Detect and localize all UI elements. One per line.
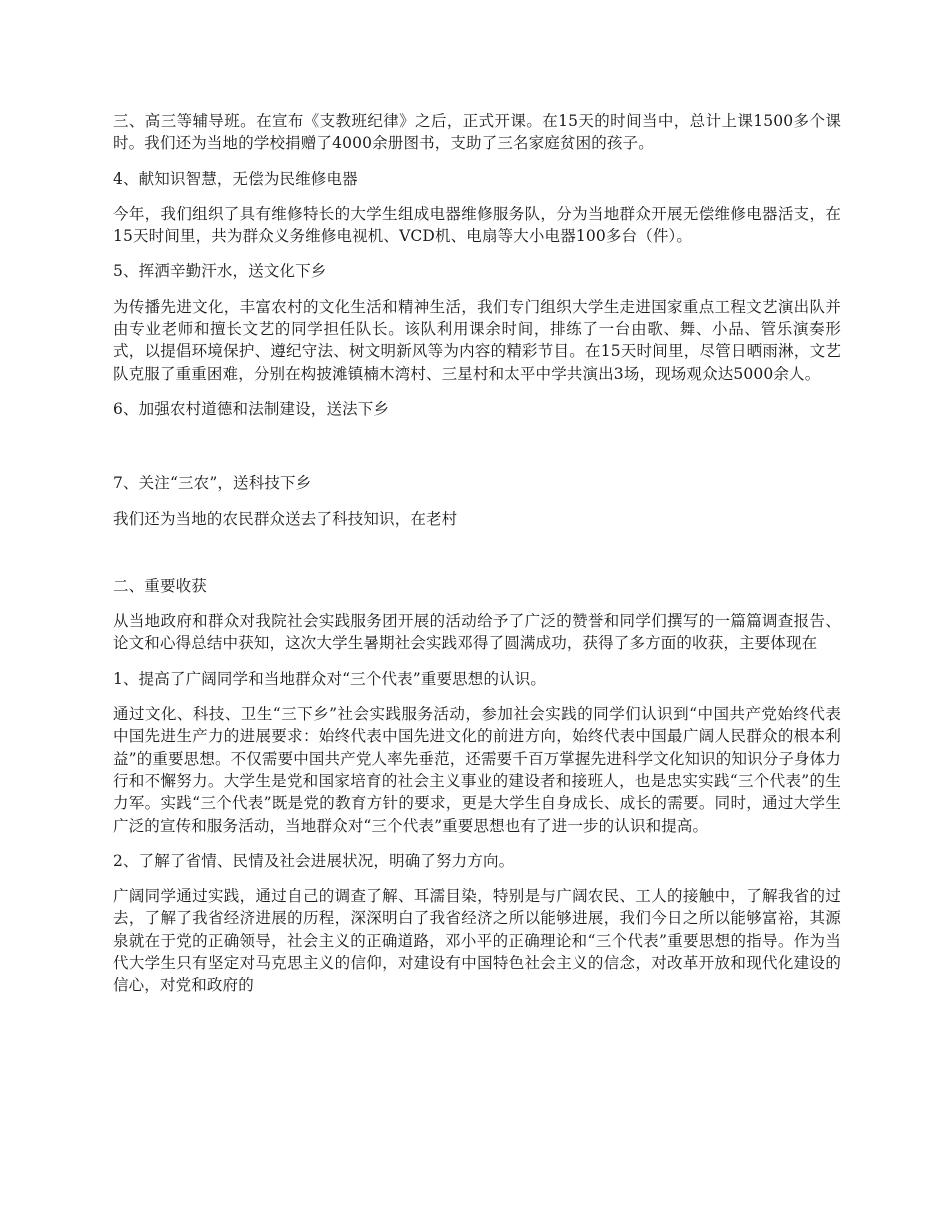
heading-law-to-countryside: 6、加强农村道德和法制建设，送法下乡 (113, 399, 390, 418)
heading-gain-2: 2、了解了省情、民情及社会进展状况，明确了努力方向。 (113, 851, 515, 870)
paragraph-gain-1: 通过文化、科技、卫生“三下乡”社会实践服务活动，参加社会实践的同学们认识到“中国共产党始终代表中国先进生产力的进展要求：始终代表中国先进文化的前进方向，始终代表中国最广阔人民群众的根本利益”的重要思想。不仅需要中国共产党人率先垂范，还需要千百万掌握先进科学文化知识的知识分子身体力行和不懈努力。大学生是党和国家培育的社会主义事业的建设者和接班人，也是忠实实践“三个代表”的生力军。实践“三个代表”既是党的教育方针的要求，更是大学生自身成长、成长的需要。同时，通过大学生广泛的宣传和服务活动，当地群众对“三个代表”重要思想也有了进一步的认识和提高。 (113, 705, 841, 835)
paragraph-tutoring-classes: 三、高三等辅导班。在宣布《支教班纪律》之后，正式开课。在15天的时间当中，总计上课1500多个课时。我们还为当地的学校捐赠了4000余册图书，支助了三名家庭贫困的孩子。 (113, 112, 841, 153)
heading-repair-service: 4、献知识智慧，无偿为民维修电器 (113, 169, 358, 188)
document-body (113, 110, 841, 1010)
paragraph-gain-2: 广阔同学通过实践，通过自己的调查了解、耳濡目染，特别是与广阔农民、工人的接触中，了解我省的过去，了解了我省经济进展的历程，深深明白了我省经济之所以能够进展，我们今日之所以能够富裕，其源泉就在于党的正确领导，社会主义的正确道路，邓小平的正确理论和“三个代表”重要思想的指导。作为当代大学生只有坚定对马克思主义的信仰，对建设有中国特色社会主义的信念，对改革开放和现代化建设的信心，对党和政府的 (113, 887, 841, 995)
heading-culture-to-countryside: 5、挥洒辛勤汗水，送文化下乡 (113, 262, 327, 281)
paragraph-science-to-countryside: 我们还为当地的农民群众送去了科技知识，在老村 (113, 509, 458, 528)
paragraph-repair-service: 今年，我们组织了具有维修特长的大学生组成电器维修服务队，分为当地群众开展无偿维修电器活支，在15天时间里，共为群众义务维修电视机、VCD机、电扇等大小电器100多台（件）。 (113, 204, 841, 246)
paragraph-culture-to-countryside: 为传播先进文化，丰富农村的文化生活和精神生活，我们专门组织大学生走进国家重点工程文艺演出队并由专业老师和擅长文艺的同学担任队长。该队利用课余时间，排练了一台由歌、舞、小品、管乐演奏形式，以提倡环境保护、遵纪守法、树文明新风等为内容的精彩节目。在15天时间里，尽管日晒雨淋，文艺队克服了重重困难，分别在构披滩镇楠木湾村、三星村和太平中学共演出3场，现场观众达5000余人。 (113, 297, 841, 383)
paragraph-gains-intro: 从当地政府和群众对我院社会实践服务团开展的活动给予了广泛的赞誉和同学们撰写的一篇篇调查报告、论文和心得总结中获知，这次大学生暑期社会实践邓得了圆满成功，获得了多方面的收获，主要体现在 (113, 612, 841, 653)
section-heading-gains: 二、重要收获 (113, 576, 207, 595)
heading-science-to-countryside: 7、关注“三农”，送科技下乡 (113, 474, 312, 493)
heading-gain-1: 1、提高了广阔同学和当地群众对“三个代表”重要思想的认识。 (113, 669, 547, 688)
